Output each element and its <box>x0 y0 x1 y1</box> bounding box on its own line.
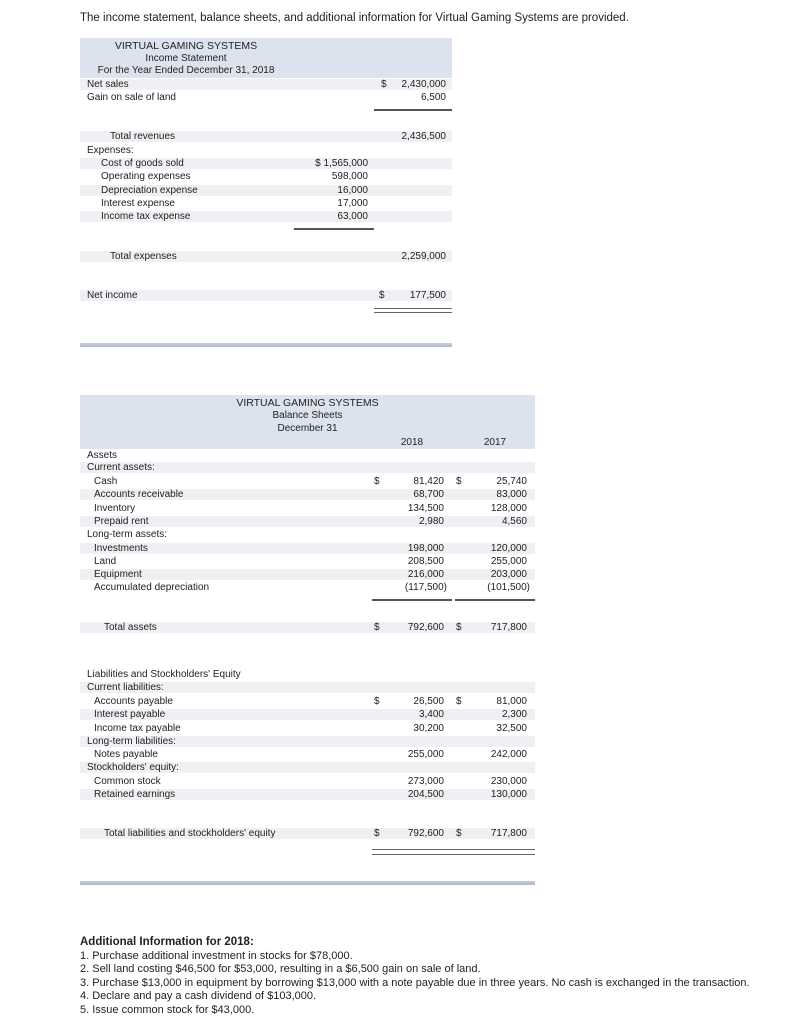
income-title: Income Statement <box>145 53 227 64</box>
net-income-currency: $ <box>379 290 385 301</box>
current-assets-label: Current assets: <box>87 462 155 473</box>
equipment-label: Equipment <box>94 569 142 580</box>
ap-2018: 26,500 <box>413 696 444 707</box>
additional-item: 5. Issue common stock for $43,000. <box>80 1003 255 1016</box>
currency-sign: $ <box>456 696 462 707</box>
equipment-2017: 203,000 <box>490 569 527 580</box>
net-sales-currency: $ <box>381 79 387 90</box>
additional-heading: Additional Information for 2018: <box>80 936 254 948</box>
ar-2018: 68,700 <box>413 489 444 500</box>
balance-company: VIRTUAL GAMING SYSTEMS <box>236 397 379 409</box>
prepaid-label: Prepaid rent <box>94 516 149 527</box>
balance-date: December 31 <box>277 423 338 434</box>
gain-label: Gain on sale of land <box>87 92 176 103</box>
expense-label: Interest expense <box>101 198 175 209</box>
accum-dep-2017: (101,500) <box>487 582 530 593</box>
cash-label: Cash <box>94 476 118 487</box>
section-divider <box>80 881 535 885</box>
accum-dep-label: Accumulated depreciation <box>94 582 210 593</box>
expense-value: 16,000 <box>337 185 368 196</box>
interest-payable-label: Interest payable <box>94 709 166 720</box>
additional-information <box>80 936 750 1018</box>
notes-payable-2017: 242,000 <box>490 749 527 760</box>
currency-sign: $ <box>374 828 380 839</box>
accum-dep-2018: (117,500) <box>404 582 447 593</box>
subtotal-line <box>455 599 535 601</box>
prepaid-2017: 4,560 <box>501 516 527 527</box>
additional-item: 4. Declare and pay a cash dividend of $103,000. <box>80 990 317 1003</box>
currency-sign: $ <box>456 828 462 839</box>
total-assets-2017: 717,800 <box>490 622 527 633</box>
total-liab-equity-label: Total liabilities and stockholders' equity <box>104 828 276 839</box>
total-assets-label: Total assets <box>104 622 157 633</box>
expense-label: Operating expenses <box>101 171 191 182</box>
ap-2017: 81,000 <box>496 696 527 707</box>
gain-value: 6,500 <box>420 92 446 103</box>
common-stock-2018: 273,000 <box>407 776 444 787</box>
liab-equity-label: Liabilities and Stockholders' Equity <box>87 669 241 680</box>
land-2017: 255,000 <box>490 556 527 567</box>
expense-value: 63,000 <box>337 211 368 222</box>
subtotal-line <box>294 228 374 230</box>
equipment-2018: 216,000 <box>407 569 444 580</box>
income-period: For the Year Ended December 31, 2018 <box>97 65 275 76</box>
investments-2018: 198,000 <box>407 543 444 554</box>
additional-item: 1. Purchase additional investment in stocks for $78,000. <box>80 949 353 962</box>
double-underline-bottom <box>372 854 535 855</box>
balance-title: Balance Sheets <box>272 410 343 421</box>
cash-2018: 81,420 <box>413 476 444 487</box>
ar-2017: 83,000 <box>496 489 527 500</box>
net-sales-label: Net sales <box>87 79 129 90</box>
inventory-2018: 134,500 <box>407 503 444 514</box>
net-sales-value: 2,430,000 <box>401 79 446 90</box>
land-2018: 208,500 <box>407 556 444 567</box>
ar-label: Accounts receivable <box>94 489 184 500</box>
expense-value: 17,000 <box>337 198 368 209</box>
retained-earnings-label: Retained earnings <box>94 789 176 800</box>
total-liab-equity-2017: 717,800 <box>490 828 527 839</box>
total-assets-2018: 792,600 <box>407 622 444 633</box>
land-label: Land <box>94 556 117 567</box>
notes-payable-2018: 255,000 <box>407 749 444 760</box>
net-income-label: Net income <box>87 290 138 301</box>
retained-earnings-2018: 204,500 <box>407 789 444 800</box>
currency-sign: $ <box>456 476 462 487</box>
common-stock-2017: 230,000 <box>490 776 527 787</box>
assets-label: Assets <box>87 450 118 461</box>
stockholders-equity-label: Stockholders' equity: <box>87 762 179 773</box>
expense-label: Depreciation expense <box>101 185 198 196</box>
additional-item: 2. Sell land costing $46,500 for $53,000, resulting in a $6,500 gain on sale of land. <box>80 963 481 976</box>
col-2018-header: 2018 <box>400 437 424 448</box>
additional-item: 3. Purchase $13,000 in equipment by borrowing $13,000 with a note payable due in three years. No cash is exchanged in the transaction. <box>80 976 750 989</box>
currency-sign: $ <box>374 696 380 707</box>
notes-payable-label: Notes payable <box>94 749 158 760</box>
cash-2017: 25,740 <box>496 476 527 487</box>
subtotal-line <box>374 109 452 111</box>
expense-value: 598,000 <box>331 171 368 182</box>
common-stock-label: Common stock <box>94 776 161 787</box>
expense-label: Cost of goods sold <box>101 158 184 169</box>
prepaid-2018: 2,980 <box>418 516 444 527</box>
col-2017-header: 2017 <box>483 437 507 448</box>
current-liabilities-label: Current liabilities: <box>87 682 164 693</box>
income-company: VIRTUAL GAMING SYSTEMS <box>114 40 258 52</box>
intro-text: The income statement, balance sheets, and additional information for Virtual Gaming Systems are provided. <box>80 12 629 24</box>
ap-label: Accounts payable <box>94 696 173 707</box>
total-revenues-value: 2,436,500 <box>401 131 446 142</box>
total-expenses-value: 2,259,000 <box>401 251 446 262</box>
expense-value: $ 1,565,000 <box>315 158 368 169</box>
total-expenses-label: Total expenses <box>110 251 177 262</box>
total-revenues-label: Total revenues <box>110 131 176 142</box>
inventory-2017: 128,000 <box>490 503 527 514</box>
long-term-liabilities-label: Long-term liabilities: <box>87 736 176 747</box>
income-tax-payable-2017: 32,500 <box>496 723 527 734</box>
total-liab-equity-2018: 792,600 <box>407 828 444 839</box>
investments-2017: 120,000 <box>490 543 527 554</box>
net-income-value: 177,500 <box>409 290 446 301</box>
investments-label: Investments <box>94 543 148 554</box>
retained-earnings-2017: 130,000 <box>490 789 527 800</box>
double-underline-top <box>372 849 535 850</box>
long-term-assets-label: Long-term assets: <box>87 529 168 540</box>
income-tax-payable-2018: 30,200 <box>413 723 444 734</box>
expenses-label: Expenses: <box>87 145 134 156</box>
double-underline-top <box>374 308 452 309</box>
interest-payable-2017: 2,300 <box>501 709 527 720</box>
subtotal-line <box>372 599 452 601</box>
inventory-label: Inventory <box>94 503 136 514</box>
expense-label: Income tax expense <box>101 211 191 222</box>
interest-payable-2018: 3,400 <box>418 709 444 720</box>
income-tax-payable-label: Income tax payable <box>94 723 181 734</box>
double-underline-bottom <box>374 312 452 313</box>
section-divider <box>80 343 452 347</box>
currency-sign: $ <box>374 476 380 487</box>
currency-sign: $ <box>374 622 380 633</box>
currency-sign: $ <box>456 622 462 633</box>
